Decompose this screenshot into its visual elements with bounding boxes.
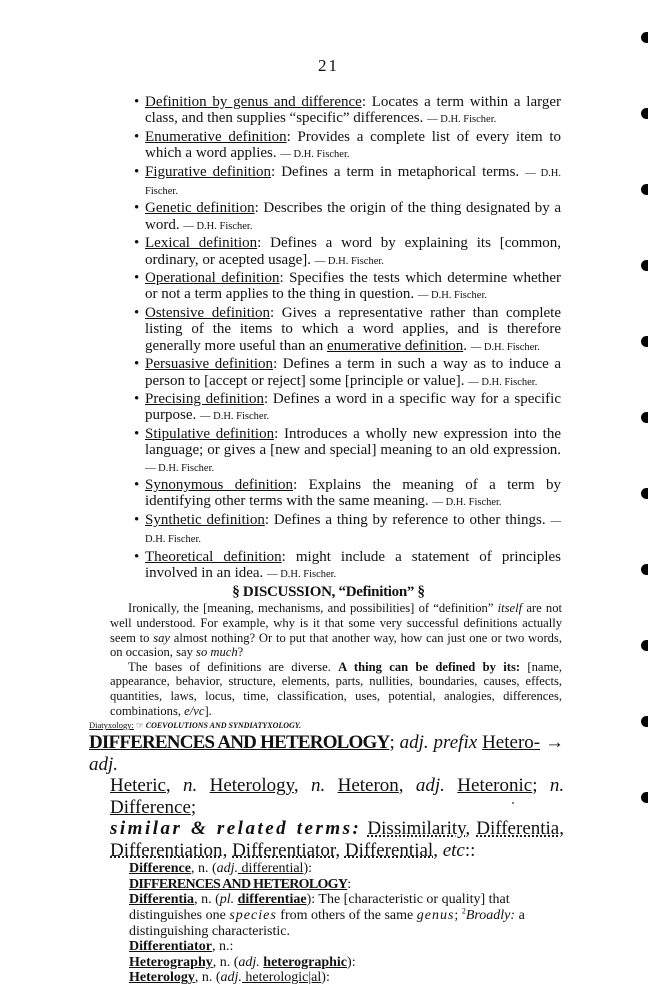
bullet-icon: • bbox=[134, 390, 140, 407]
subentry-differentiator: Differentiator, n.: bbox=[129, 939, 234, 955]
binding-hole-mark bbox=[641, 564, 648, 575]
definition-text: : Introduces a wholly new expression into the language; or gives a [new and special] meaning to an old expression. bbox=[145, 425, 561, 459]
entry-form-link[interactable]: Heteronic bbox=[457, 775, 533, 797]
related-term-link[interactable]: Differentiator bbox=[232, 839, 336, 861]
definition-term[interactable]: Synonymous definition bbox=[145, 476, 294, 493]
page-number: 21 bbox=[318, 56, 339, 75]
definition-term[interactable]: Definition by genus and difference bbox=[145, 94, 362, 110]
bullet-icon: • bbox=[134, 304, 140, 321]
subentry-heterography: Heterography, n. (adj. heterographic): bbox=[129, 954, 356, 970]
related-terms-punct: :: bbox=[464, 839, 476, 861]
definition-text: : Defines a term in such a way as to induce a person to [accept or reject] some [principle or value]. bbox=[145, 356, 561, 389]
bullet-icon: • bbox=[134, 476, 140, 493]
definition-term[interactable]: Theoretical definition bbox=[145, 548, 282, 565]
discussion-paragraph-2: The bases of definitions are diverse. A thing can be defined by its: [name, appearance, behavior, structure, elements, parts, nullities, boundaries, causes, effects, quantities, laws, locus, time, classification, uses, potential, analogies, differences, combinations, e/vc]. bbox=[110, 659, 563, 718]
definition-item bbox=[124, 356, 561, 391]
definition-item bbox=[124, 200, 561, 235]
entry-form-punct: , bbox=[293, 775, 311, 797]
bullet-icon: • bbox=[134, 200, 140, 217]
definition-term[interactable]: Persuasive definition bbox=[145, 356, 274, 373]
binding-hole-mark bbox=[641, 260, 648, 271]
definition-term[interactable]: Synthetic definition bbox=[145, 511, 265, 528]
definition-list bbox=[124, 94, 561, 583]
entry-form-pos: n. bbox=[549, 775, 565, 797]
subentry-heterology: Heterology, n. (adj. heterologic|al): bbox=[129, 970, 330, 986]
related-term-link[interactable]: Differentiation bbox=[110, 839, 223, 861]
entry-title: DIFFERENCES AND HETEROLOGY bbox=[89, 732, 390, 754]
binding-hole-mark bbox=[641, 184, 648, 195]
definition-source: — D.H. Fischer. bbox=[432, 497, 502, 509]
related-terms-label: similar & related terms: bbox=[110, 818, 362, 840]
definition-source: — D.H. Fischer. bbox=[267, 568, 337, 580]
entry-heading: DIFFERENCES AND HETEROLOGY; adj. prefix Hetero- → adj. Heteric, n. Heterology, n. Heteron, adj. Heteronic; n. Difference; similar & related terms: Dissimilarity, Differentia, Differentiation, Differentiator, Differential, etc:: bbox=[89, 732, 565, 861]
entry-form-pos: n. bbox=[310, 775, 326, 797]
bullet-icon: • bbox=[134, 356, 140, 373]
definition-source: — D.H. Fischer. bbox=[145, 462, 215, 474]
definition-source: — D.H. Fischer. bbox=[280, 149, 350, 161]
definition-term[interactable]: Precising definition bbox=[145, 390, 264, 407]
definition-item bbox=[124, 512, 561, 549]
definition-term[interactable]: Operational definition bbox=[145, 270, 280, 287]
definition-link[interactable]: enumerative definition bbox=[327, 337, 464, 354]
bullet-icon: • bbox=[134, 425, 140, 442]
definition-text: : Defines a word in a specific way for a specific purpose. bbox=[145, 390, 561, 424]
cross-reference bbox=[89, 719, 657, 732]
binding-hole-mark bbox=[641, 488, 648, 499]
definition-item bbox=[124, 305, 561, 356]
related-term-link[interactable]: Dissimilarity bbox=[367, 818, 466, 840]
definition-item bbox=[124, 549, 561, 584]
definition-text: : Specifies the tests which determine whether or not a term applies to the thing in question. bbox=[145, 270, 561, 303]
discussion-paragraph-1: Ironically, the [meaning, mechanisms, and possibilities] of “definition” itself are not well understood. For example, why is it that some very successful definitions actually seem to say almost nothing? Or to put that another way, how can just one or two words, on occasion, say so much? bbox=[110, 601, 563, 660]
definition-text: : Defines a thing by reference to other things. bbox=[264, 511, 551, 528]
entry-form-link[interactable]: Heteron bbox=[337, 775, 399, 797]
subentry-difference: Difference, n. (adj. differential): bbox=[129, 861, 312, 877]
definition-source: — D.H. Fischer. bbox=[468, 376, 538, 388]
definition-item bbox=[124, 235, 561, 270]
cross-reference-label: Diatyxology: bbox=[89, 720, 134, 731]
entry-form-punct: ; bbox=[532, 775, 550, 797]
definition-text: : Locates a term within a larger class, and then supplies “specific” differences. bbox=[145, 94, 561, 127]
definition-item bbox=[124, 270, 561, 305]
binding-hole-mark bbox=[641, 412, 648, 423]
definition-text: : Describes the origin of the thing designated by a word. bbox=[145, 200, 561, 233]
related-term-link[interactable]: Differential bbox=[344, 839, 434, 861]
scan-speck bbox=[512, 802, 514, 804]
definition-term[interactable]: Stipulative definition bbox=[145, 425, 275, 442]
binding-hole-mark bbox=[641, 336, 648, 347]
definition-source: — D.H. Fischer. bbox=[470, 341, 540, 353]
definition-item bbox=[124, 391, 561, 426]
related-term-link[interactable]: Differentia bbox=[476, 818, 560, 840]
entry-form-punct: , bbox=[398, 775, 416, 797]
definition-source: — D.H. Fischer. bbox=[200, 411, 270, 423]
definition-text: : Explains the meaning of a term by identifying other terms with the same meaning. bbox=[145, 476, 562, 510]
binding-hole-mark bbox=[641, 792, 648, 803]
definition-text: : might include a statement of principles involved in an idea. bbox=[145, 548, 561, 581]
definition-source: — D.H. Fischer. bbox=[417, 290, 487, 302]
entry-form-link[interactable]: Difference bbox=[110, 796, 191, 818]
definition-text: : Provides a complete list of every item to which a word applies. bbox=[145, 128, 561, 162]
entry-form-link[interactable]: Heteric bbox=[110, 775, 166, 797]
discussion-body bbox=[110, 601, 562, 718]
definition-source: — D.H. Fischer. bbox=[314, 255, 384, 267]
bullet-icon: • bbox=[134, 163, 140, 180]
entry-form-punct: ; bbox=[190, 796, 197, 818]
cross-reference-target[interactable]: COEVOLUTIONS AND SYNDIATYXOLOGY. bbox=[145, 721, 302, 731]
binding-hole-marks bbox=[617, 0, 657, 850]
arrow-icon: → bbox=[540, 732, 565, 754]
bullet-icon: • bbox=[134, 94, 140, 110]
definition-source: — D.H. Fischer. bbox=[427, 114, 497, 126]
bullet-icon: • bbox=[134, 511, 140, 528]
definition-source: — D.H. Fischer. bbox=[145, 515, 561, 546]
binding-hole-mark bbox=[641, 108, 648, 119]
definition-item bbox=[124, 426, 561, 477]
definition-term[interactable]: Lexical definition bbox=[145, 235, 258, 252]
definition-item bbox=[124, 477, 561, 512]
definition-source: — D.H. Fischer. bbox=[183, 220, 253, 232]
definition-source: — D.H. Fischer. bbox=[145, 167, 562, 198]
entry-form-punct: , bbox=[165, 775, 184, 797]
definition-item bbox=[124, 129, 561, 164]
pointing-hand-icon: ☞ bbox=[135, 720, 144, 731]
binding-hole-mark bbox=[641, 716, 648, 727]
related-terms-etc: etc bbox=[442, 839, 465, 861]
entry-forms: Heteric, n. Heterology, n. Heteron, adj. Heteronic; n. Difference; similar & related terms: Dissimilarity, Differentia, Differentiation, Differentiator, Differential, etc:: bbox=[110, 775, 565, 861]
subentry-caps: DIFFERENCES AND HETEROLOGY: bbox=[129, 876, 352, 892]
definition-item bbox=[124, 94, 561, 129]
bullet-icon: • bbox=[134, 235, 140, 252]
definition-text: : Defines a term in metaphorical terms. bbox=[271, 163, 526, 180]
discussion-heading: § DISCUSSION, “Definition” § bbox=[232, 584, 425, 601]
entry-form-link[interactable]: Heterology bbox=[209, 775, 294, 797]
definition-term[interactable]: Genetic definition bbox=[145, 200, 255, 217]
bullet-icon: • bbox=[134, 128, 140, 145]
definition-text: : Gives a representative rather than complete listing of the items to which a word applies, and is therefore generally more useful than an bbox=[145, 304, 561, 354]
entry-form-pos: adj. bbox=[415, 775, 445, 797]
bullet-icon: • bbox=[134, 548, 140, 565]
entry-form-pos: n. bbox=[183, 775, 198, 797]
binding-hole-mark bbox=[641, 640, 648, 651]
definition-term[interactable]: Ostensive definition bbox=[145, 304, 271, 321]
definition-term[interactable]: Figurative definition bbox=[145, 163, 272, 180]
prefix-link[interactable]: Hetero- bbox=[482, 732, 541, 754]
binding-hole-mark bbox=[641, 32, 648, 43]
definition-item bbox=[124, 164, 561, 201]
subentry-list bbox=[129, 861, 565, 986]
subentry-differentia: Differentia, n. (pl. differentiae): The [characteristic or quality] that distinguishes one species from others of the same genus; $^2$Broadly: a distinguishing characteristic. bbox=[129, 892, 525, 939]
definition-term[interactable]: Enumerative definition bbox=[145, 128, 287, 145]
bullet-icon: • bbox=[134, 270, 140, 287]
definition-text-after: . bbox=[463, 337, 471, 354]
definition-text: : Defines a word by explaining its [common, ordinary, or acepted usage]. bbox=[145, 235, 562, 268]
